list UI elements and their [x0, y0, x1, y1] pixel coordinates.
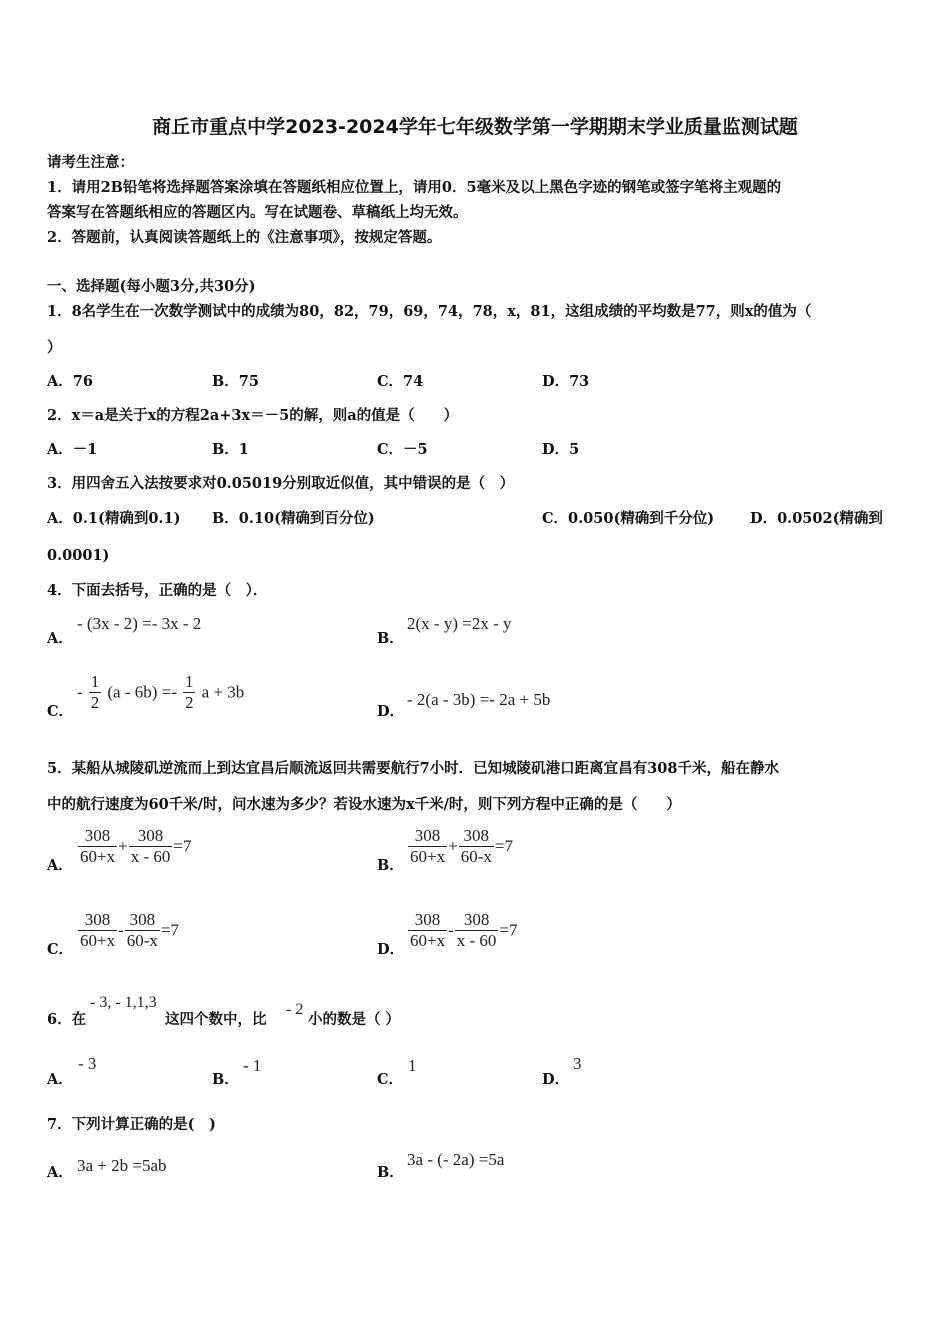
q6-option-c-value: 1	[408, 1056, 417, 1075]
q2-option-d: D．5	[542, 441, 580, 458]
q5-option-b-label: B．	[377, 857, 404, 874]
q5-d-fraction-1	[408, 910, 447, 951]
q4-option-b-label: B．	[377, 630, 404, 647]
q3-option-c: C．0.050(精确到千分位)	[542, 510, 715, 527]
q4-option-d-math: - 2(a - 3b) =- 2a + 5b	[407, 690, 551, 709]
q5-stem-cont: 中的航行速度为60千米/时，问水速为多少？若设水速为x千米/时，则下列方程中正确的是（ ）	[47, 796, 681, 813]
q4-c-fraction-2	[183, 672, 196, 713]
q5-b-fraction-1	[408, 826, 447, 867]
q4-option-b-math: 2(x - y) =2x - y	[407, 614, 512, 633]
q6-number-set: - 3, - 1,1,3	[90, 994, 157, 1011]
q3-option-d: D．0.0502(精确到	[750, 510, 883, 527]
q7-option-a-math: 3a + 2b =5ab	[77, 1156, 167, 1175]
q5-c-den-2: 60-x	[126, 931, 158, 950]
q2-stem: 2．x＝a是关于x的方程2a+3x＝－5的解，则a的值是（ ）	[47, 407, 459, 424]
q3-stem: 3．用四舍五入法按要求对0.05019分别取近似值，其中错误的是（ ）	[47, 475, 515, 492]
q5-b-fraction-2	[459, 826, 494, 867]
q6-stem-post: 小的数是（ ）	[308, 1011, 401, 1028]
q5-b-num-2: 308	[459, 826, 494, 847]
q5-a-fraction-2	[129, 826, 173, 867]
q3-option-b: B．0.10(精确到百分位)	[212, 510, 375, 527]
q5-option-c-math	[77, 910, 179, 951]
q6-stem-pre: 6．在	[47, 1011, 87, 1028]
q5-a-den-1: 60+x	[80, 847, 116, 866]
q6-option-d-label: D．	[542, 1071, 570, 1088]
q5-a-num-1: 308	[78, 826, 117, 847]
q6-option-c-label: C．	[377, 1071, 404, 1088]
q5-option-d-math	[407, 910, 518, 951]
q4-c-num-1: 1	[90, 672, 100, 691]
q5-d-num-2: 308	[455, 910, 499, 931]
q5-a-equals: =7	[173, 836, 192, 856]
q4-c-minus: -	[77, 682, 83, 702]
q1-option-d: D．73	[542, 373, 590, 390]
q5-a-den-2: x - 60	[130, 847, 171, 866]
q5-a-operator: +	[118, 836, 128, 856]
notice-line-2: 2．答题前，认真阅读答题纸上的《注意事项》，按规定答题。	[47, 229, 442, 246]
q5-c-fraction-1	[78, 910, 117, 951]
exam-title: 商丘市重点中学2023-2024学年七年级数学第一学期期末学业质量监测试题	[152, 116, 798, 138]
q4-option-d-label: D．	[377, 703, 405, 720]
q4-c-num-2: 1	[184, 672, 194, 691]
q4-c-fraction-1	[89, 672, 102, 713]
q1-stem: 1．8名学生在一次数学测试中的成绩为80，82，79，69，74，78，x，81，这组成绩的平均数是77，则x的值为（	[47, 303, 812, 320]
notice-heading: 请考生注意：	[47, 154, 134, 171]
q5-c-equals: =7	[160, 920, 180, 940]
q5-a-fraction-1	[78, 826, 117, 867]
q4-c-den-1: 2	[90, 693, 100, 712]
q5-option-c-label: C．	[47, 941, 74, 958]
q4-stem: 4．下面去括号，正确的是（ ）．	[47, 582, 268, 599]
q2-option-b: B．1	[212, 441, 249, 458]
q1-option-a: A．76	[47, 373, 93, 390]
q5-option-b-math	[407, 826, 513, 867]
q5-c-num-1: 308	[78, 910, 117, 931]
q2-option-a: A．－1	[47, 441, 98, 458]
q3-option-a: A．0.1(精确到0.1)	[47, 510, 181, 527]
q5-c-operator: -	[118, 920, 124, 940]
q1-option-c: C．74	[377, 373, 424, 390]
q6-compare-value: - 2	[286, 1001, 304, 1018]
q6-option-b-value: - 1	[243, 1056, 262, 1075]
q1-stem-end: ）	[47, 339, 62, 356]
q6-option-d-value: 3	[573, 1054, 582, 1073]
q5-b-equals: =7	[494, 836, 513, 856]
q5-c-den-1: 60+x	[80, 931, 116, 950]
q2-option-c: C．－5	[377, 441, 428, 458]
q6-stem-mid: 这四个数中，比	[165, 1011, 267, 1028]
q6-option-a-label: A．	[47, 1071, 73, 1088]
q5-stem: 5．某船从城陵矶逆流而上到达宜昌后顺流返回共需要航行7小时．已知城陵矶港口距离宜昌有308千米，船在静水	[47, 760, 779, 777]
q4-c-tail: a + 3b	[201, 682, 245, 702]
q6-option-b-label: B．	[212, 1071, 239, 1088]
q7-option-b-label: B．	[377, 1164, 404, 1181]
q5-option-a-label: A．	[47, 857, 73, 874]
q7-stem: 7．下列计算正确的是( )	[47, 1116, 216, 1133]
q4-c-den-2: 2	[184, 693, 194, 712]
q3-option-d-cont: 0.0001)	[47, 547, 110, 564]
q4-option-c-math	[77, 672, 244, 713]
q5-d-fraction-2	[455, 910, 499, 951]
q5-b-operator: +	[448, 836, 458, 856]
q7-option-a-label: A．	[47, 1164, 73, 1181]
q5-d-num-1: 308	[408, 910, 447, 931]
q5-d-den-1: 60+x	[410, 931, 446, 950]
q5-b-den-1: 60+x	[410, 847, 446, 866]
q1-option-b: B．75	[212, 373, 259, 390]
q5-b-num-1: 308	[408, 826, 447, 847]
q5-b-den-2: 60-x	[460, 847, 492, 866]
q5-d-equals: =7	[499, 920, 518, 940]
q4-option-a-label: A．	[47, 630, 73, 647]
q4-option-a-math: - (3x - 2) =- 3x - 2	[77, 614, 202, 633]
notice-line-1a: 1．请用2B铅笔将选择题答案涂填在答题纸相应位置上，请用0．5毫米及以上黑色字迹的钢笔或签字笔将主观题的	[47, 179, 782, 196]
q4-option-c-label: C．	[47, 703, 74, 720]
q5-d-operator: -	[448, 920, 454, 940]
notice-line-1b: 答案写在答题纸相应的答题区内。写在试题卷、草稿纸上均无效。	[47, 204, 468, 221]
q5-c-num-2: 308	[125, 910, 160, 931]
q7-option-b-math: 3a - (- 2a) =5a	[407, 1150, 505, 1169]
q4-c-middle: (a - 6b) =-	[107, 682, 177, 702]
section-heading: 一、选择题(每小题3分,共30分)	[47, 278, 256, 295]
q5-option-a-math	[77, 826, 191, 867]
q5-c-fraction-2	[125, 910, 160, 951]
q6-option-a-value: - 3	[78, 1054, 97, 1073]
q5-option-d-label: D．	[377, 941, 405, 958]
q5-a-num-2: 308	[129, 826, 173, 847]
q5-d-den-2: x - 60	[456, 931, 497, 950]
